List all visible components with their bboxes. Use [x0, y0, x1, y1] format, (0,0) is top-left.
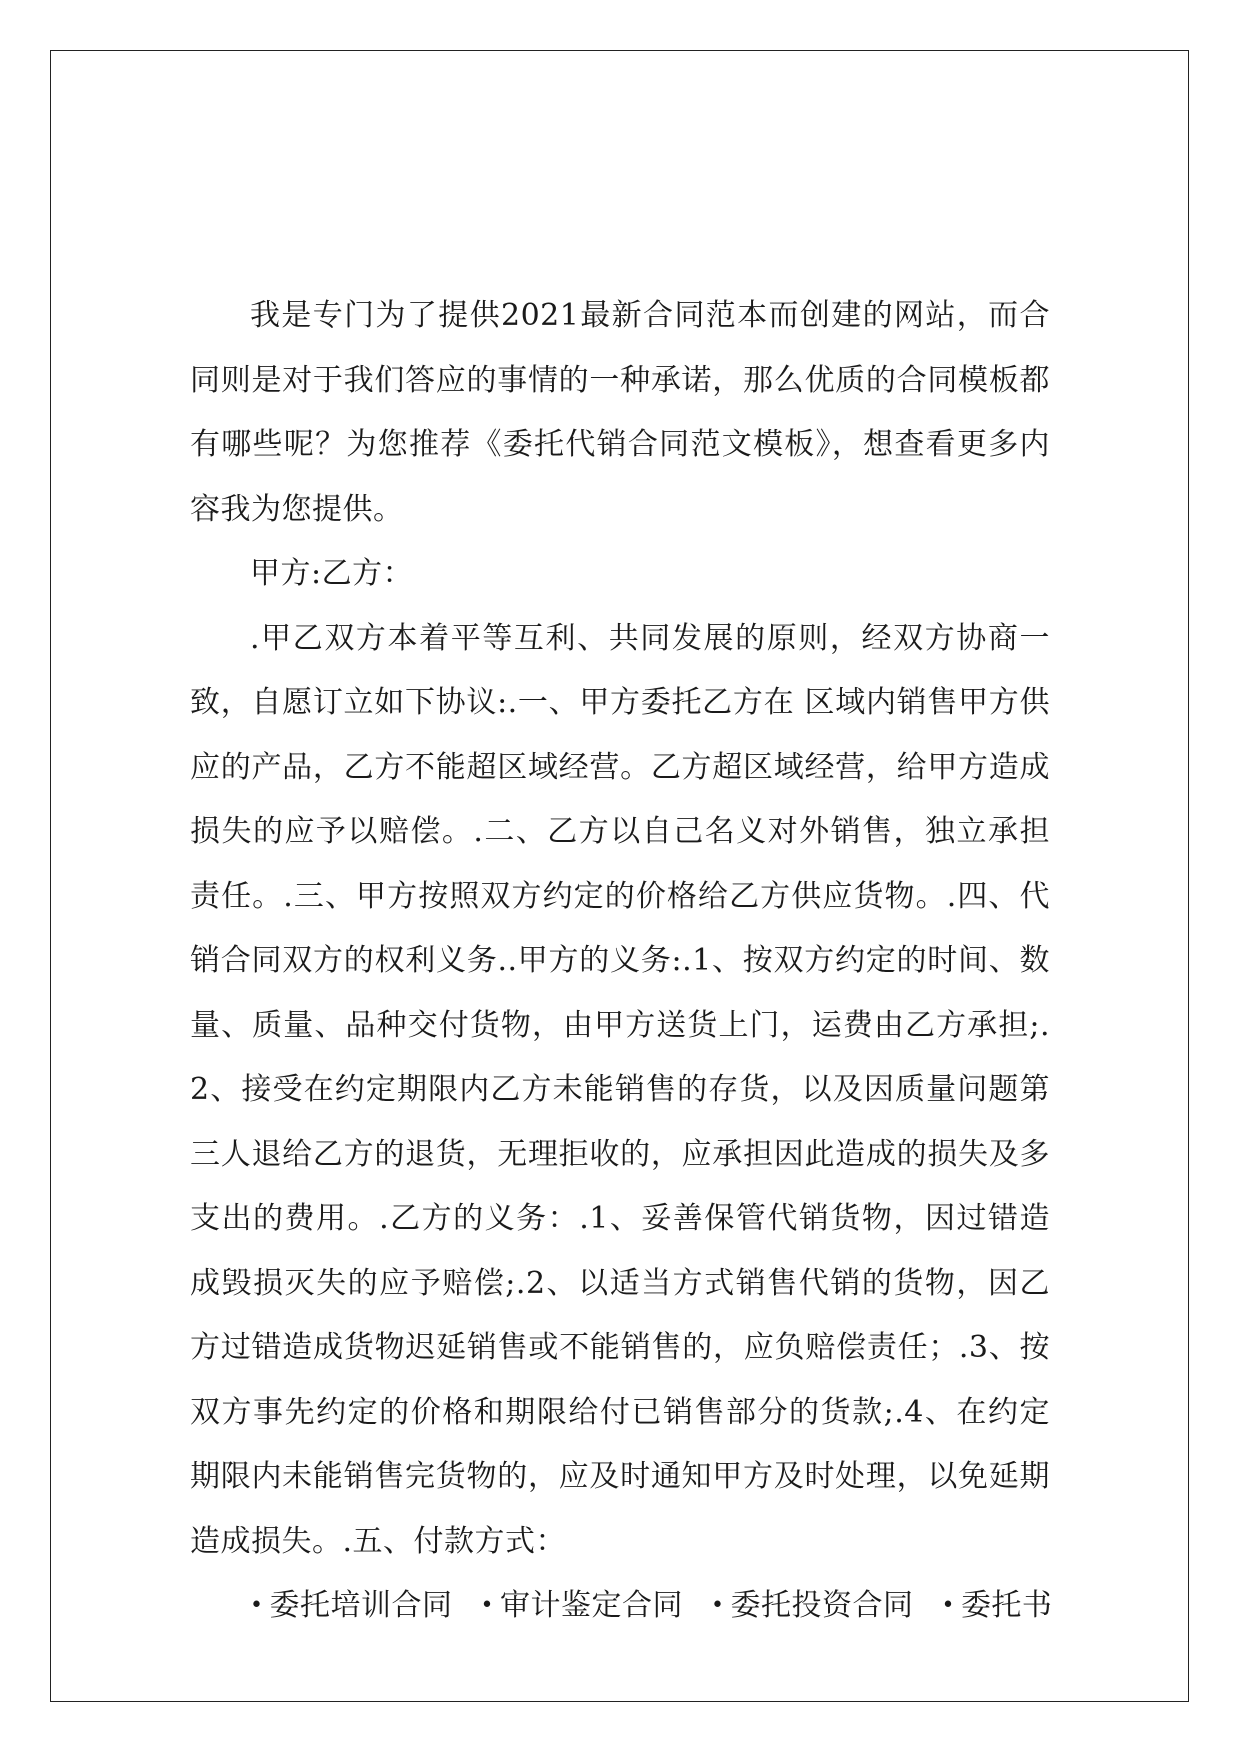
- intro-paragraph: 我是专门为了提供2021最新合同范本而创建的网站，而合同则是对于我们答应的事情的一种承诺，那么优质的合同模板都有哪些呢？为您推荐《委托代销合同范文模板》，想查看更多内容我为您提供。: [190, 298, 1050, 527]
- related-link-investment-contract[interactable]: • 委托投资合同: [711, 1574, 913, 1639]
- document-body: [190, 284, 1053, 1639]
- agreement-terms-paragraph: .甲乙双方本着平等互利、共同发展的原则，经双方协商一致，自愿订立如下协议:.一、甲方委托乙方在 区域内销售甲方供应的产品，乙方不能超区域经营。乙方超区域经营，给甲方造成损失的应予以赔偿。.二、乙方以自己名义对外销售，独立承担责任。.三、甲方按照双方约定的价格给乙方供应货物。.四、代销合同双方的权利义务..甲方的义务:.1、按双方约定的时间、数量、质量、品种交付货物，由甲方送货上门，运费由乙方承担;.2、接受在约定期限内乙方未能销售的存货，以及因质量问题第三人退给乙方的退货，无理拒收的，应承担因此造成的损失及多支出的费用。.乙方的义务：.1、妥善保管代销货物，因过错造成毁损灭失的应予赔偿;.2、以适当方式销售代销的货物，因乙方过错造成货物迟延销售或不能销售的，应负赔偿责任；.3、按双方事先约定的价格和期限给付已销售部分的货款;.4、在约定期限内未能销售完货物的，应及时通知甲方及时处理，以免延期造成损失。.五、付款方式：: [190, 620, 1050, 1559]
- related-link-power-of-attorney[interactable]: • 委托书: [941, 1574, 1052, 1639]
- related-link-training-contract[interactable]: • 委托培训合同: [250, 1574, 452, 1639]
- parties-line: 甲方:乙方：: [250, 556, 414, 591]
- related-link-audit-appraisal-contract[interactable]: • 审计鉴定合同: [480, 1574, 682, 1639]
- related-links-list: [190, 1574, 1053, 1639]
